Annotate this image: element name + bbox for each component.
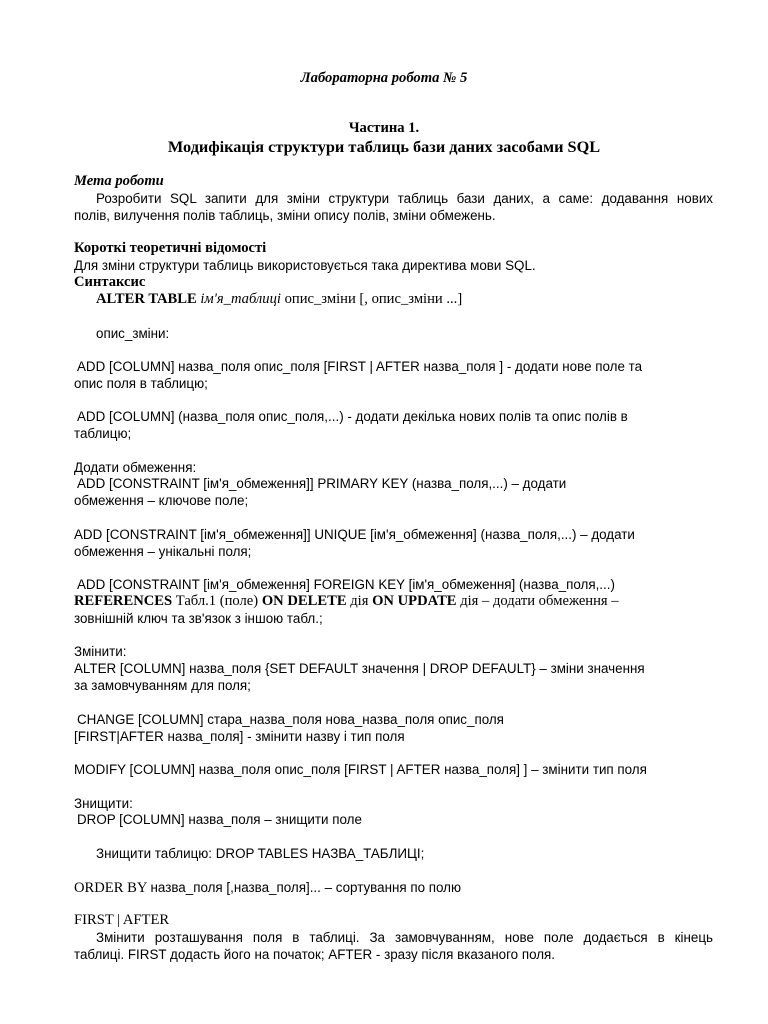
unique-line-2: обмеження – унікальні поля; [74, 544, 252, 559]
goal-line-2: полів, вилучення полів таблиць, зміни опису полів, зміни обмежень. [74, 208, 496, 223]
theory-intro: Для зміни структури таблиць використовується така директива мови SQL. [74, 258, 536, 273]
alter-keyword: ALTER TABLE [96, 291, 197, 307]
foreign-key-line-3: зовнішній ключ та зв'язок з іншою табл.; [74, 611, 323, 626]
order-by-rest: назва_поля [,назва_поля]... – сортування по полю [150, 880, 462, 895]
modify-column-line: MODIFY [COLUMN] назва_поля опис_поля [FIRST | AFTER назва_поля] ] – змінити тип поля [74, 762, 647, 777]
add-columns-line-2: таблицю; [74, 426, 132, 441]
theory-heading: Короткі теоретичні відомості [74, 240, 267, 256]
add-column-line-1: ADD [COLUMN] назва_поля опис_поля [FIRST | AFTER назва_поля ] - додати нове поле та [77, 359, 643, 374]
add-column-line-2: опис поля в таблицю; [74, 376, 208, 391]
order-by-line [74, 879, 461, 897]
change-column-line-1: CHANGE [COLUMN] стара_назва_поля нова_назва_поля опис_поля [77, 712, 504, 727]
goal-line-1: Розробити SQL запити для зміни структури таблиць бази даних, а саме: додавання нових [96, 191, 713, 206]
lab-title: Лабораторна робота № 5 [300, 70, 468, 86]
first-after-desc-1: Змінити розташування поля в таблиці. За замовчуванням, нове поле додається в кінець [96, 930, 713, 945]
table-name-placeholder: ім'я_таблиці [200, 291, 281, 307]
change-column-line-2: [FIRST|AFTER назва_поля] - змінити назву і тип поля [74, 729, 405, 744]
delete-label: Знищити: [74, 796, 133, 811]
constraints-label: Додати обмеження: [74, 460, 197, 475]
first-after-desc-2: таблиці. FIRST додасть його на початок; AFTER - зразу після вказаного поля. [74, 947, 556, 962]
syntax-heading: Синтаксис [74, 274, 146, 290]
primary-key-line-2: обмеження – ключове поле; [74, 493, 249, 508]
references-keyword: REFERENCES [74, 593, 173, 609]
goal-heading: Мета роботи [74, 173, 164, 189]
on-delete-action: дія [350, 593, 369, 609]
alter-table-syntax [96, 291, 462, 308]
order-by-keyword: ORDER BY [74, 880, 147, 896]
change-label: Змінити: [74, 644, 127, 659]
alter-rest: опис_зміни [, опис_зміни ...] [284, 291, 463, 307]
first-after-heading: FIRST | AFTER [74, 912, 170, 928]
ref-table: Табл.1 (поле) [175, 593, 259, 609]
alter-column-line-2: за замовчуванням для поля; [74, 678, 251, 693]
on-update-action: дія – додати обмеження – [460, 593, 619, 609]
on-delete-keyword: ON DELETE [261, 593, 347, 609]
drop-column-line: DROP [COLUMN] назва_поля – знищити поле [77, 812, 362, 827]
alter-column-line-1: ALTER [COLUMN] назва_поля {SET DEFAULT значення | DROP DEFAULT} – зміни значення [74, 661, 645, 676]
foreign-key-line-1: ADD [CONSTRAINT [ім'я_обмеження] FOREIGN KEY [ім'я_обмеження] (назва_поля,...) [77, 577, 615, 592]
drop-table-line: Знищити таблицю: DROP TABLES НАЗВА_ТАБЛИЦІ; [96, 846, 425, 861]
on-update-keyword: ON UPDATE [372, 593, 457, 609]
foreign-key-line-2 [74, 593, 619, 610]
desc-label: опис_зміни: [96, 326, 170, 341]
add-columns-line-1: ADD [COLUMN] (назва_поля опис_поля,...) - додати декілька нових полів та опис полів в [77, 409, 628, 424]
unique-line-1: ADD [CONSTRAINT [ім'я_обмеження]] UNIQUE [ім'я_обмеження] (назва_поля,...) – додати [74, 527, 635, 542]
primary-key-line-1: ADD [CONSTRAINT [ім'я_обмеження]] PRIMARY KEY (назва_поля,...) – додати [77, 476, 567, 491]
page-title: Модифікація структури таблиць бази даних засобами SQL [167, 137, 601, 156]
part-label: Частина 1. [348, 120, 420, 136]
